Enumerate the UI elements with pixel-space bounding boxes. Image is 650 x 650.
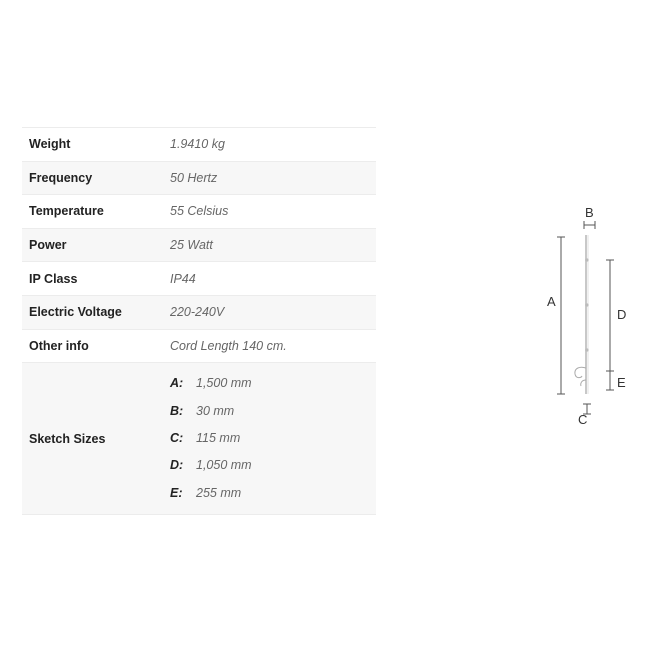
spec-value: Cord Length 140 cm. (170, 329, 376, 363)
sketch-label-b: B (585, 205, 594, 220)
spec-label: IP Class (22, 262, 170, 296)
spec-value: IP44 (170, 262, 376, 296)
size-letter: B: (170, 403, 184, 418)
spec-value: 25 Watt (170, 228, 376, 262)
size-item-e (170, 480, 376, 507)
spec-row-electric-voltage (22, 295, 376, 329)
spec-label: Power (22, 228, 170, 262)
size-value: 115 mm (196, 430, 241, 445)
size-value: 1,500 mm (196, 376, 252, 391)
size-value: 1,050 mm (196, 458, 252, 473)
spec-row-power (22, 228, 376, 262)
size-item-c (170, 425, 376, 452)
spec-table (22, 127, 376, 515)
spec-row-temperature (22, 195, 376, 229)
spec-value: 55 Celsius (170, 195, 376, 229)
size-letter: D: (170, 458, 184, 473)
size-letter: A: (170, 376, 184, 391)
sketch-label-d: D (617, 307, 627, 322)
size-value: 30 mm (196, 403, 235, 418)
size-value: 255 mm (196, 485, 242, 500)
sketch-label-e: E (617, 375, 626, 390)
dimension-sketch (540, 200, 640, 435)
rail-drawing (575, 235, 589, 394)
size-letter: E: (170, 485, 183, 500)
spec-label: Sketch Sizes (22, 363, 170, 515)
sketch-label-c: C (578, 412, 588, 427)
spec-label: Other info (22, 329, 170, 363)
spec-value: 50 Hertz (170, 161, 376, 195)
sketch-sizes-list (170, 363, 376, 515)
size-letter: C: (170, 430, 184, 445)
sketch-label-a: A (547, 294, 556, 309)
size-item-d (170, 452, 376, 479)
spec-label: Electric Voltage (22, 295, 170, 329)
spec-row-ip-class (22, 262, 376, 296)
spec-label: Weight (22, 128, 170, 162)
spec-row-sketch-sizes (22, 363, 376, 515)
spec-row-frequency (22, 161, 376, 195)
spec-label: Temperature (22, 195, 170, 229)
spec-row-weight (22, 128, 376, 162)
spec-value: 220-240V (170, 295, 376, 329)
spec-label: Frequency (22, 161, 170, 195)
size-item-b (170, 398, 376, 425)
spec-value: 1.9410 kg (170, 128, 376, 162)
size-item-a (170, 370, 376, 397)
spec-row-other-info (22, 329, 376, 363)
